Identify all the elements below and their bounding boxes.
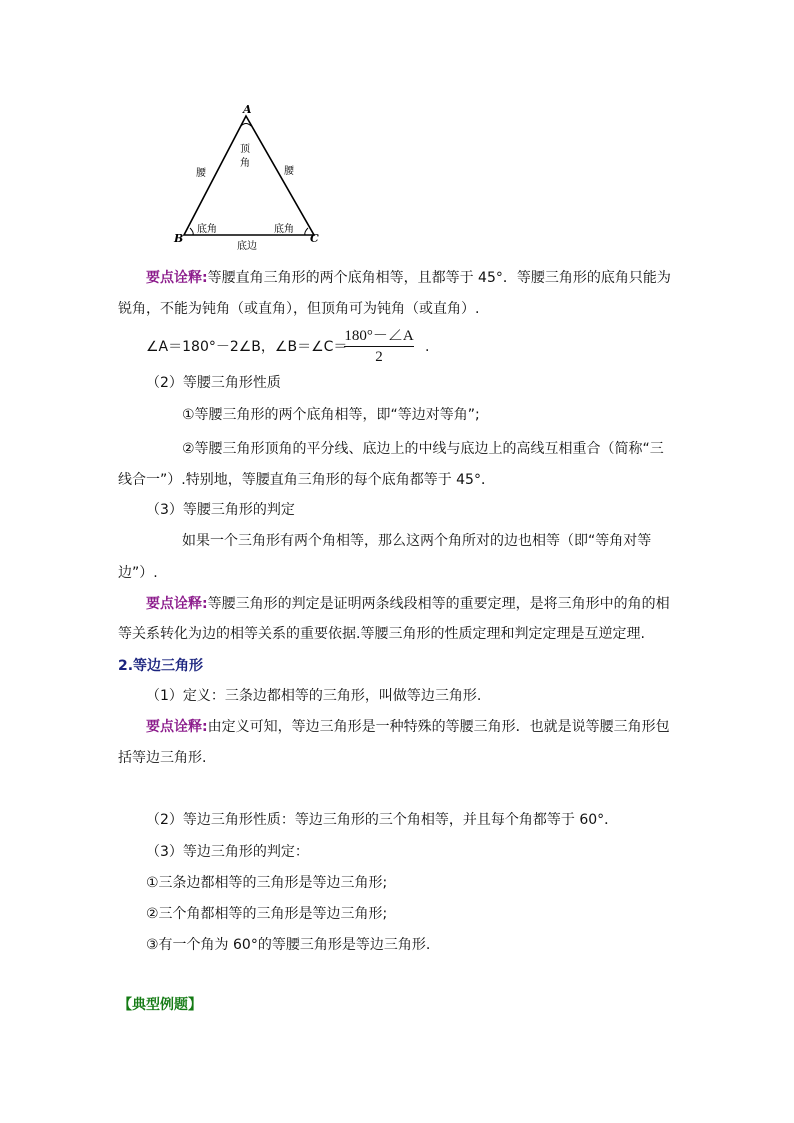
base-label: 底边 <box>237 241 257 252</box>
vertex-c-label: C <box>310 232 319 245</box>
criteria-line1: 如果一个三角形有两个角相等，那么这两个角所对的边也相等（即“等角对等 <box>182 533 652 549</box>
base-angle-left-label: 底角 <box>197 224 217 235</box>
fraction-denominator: 2 <box>375 349 383 365</box>
section2-criteria-3: ③有一个角为 60°的等腰三角形是等边三角形. <box>146 937 431 953</box>
base-angle-arc-right <box>305 228 308 235</box>
note2-line1: 要点诠释:等腰三角形的判定是证明两条线段相等的重要定理，是将三角形中的角的相 <box>146 596 670 612</box>
props-item2-line1: ②等腰三角形顶角的平分线、底边上的中线与底边上的高线互相重合（简称“三 <box>182 441 664 457</box>
section2-criteria-2: ②三个角都相等的三角形是等边三角形; <box>146 906 388 922</box>
examples-heading: 【典型例题】 <box>118 997 202 1013</box>
formula-left: ∠A＝180°－2∠B，∠B＝∠C＝ <box>146 339 348 355</box>
note2-line2: 等关系转化为边的相等关系的重要依据.等腰三角形的性质定理和判定定理是互逆定理. <box>118 626 645 642</box>
note1-line1: 要点诠释:等腰直角三角形的两个底角相等，且都等于 45°．等腰三角形的底角只能为 <box>146 270 671 286</box>
base-angle-right-label: 底角 <box>274 224 294 235</box>
props-heading: （2）等腰三角形性质 <box>146 375 281 391</box>
section2-props: （2）等边三角形性质：等边三角形的三个角相等，并且每个角都等于 60°． <box>146 812 619 828</box>
section2-definition: （1）定义：三条边都相等的三角形，叫做等边三角形. <box>146 688 482 704</box>
formula-end: . <box>425 339 430 355</box>
section2-note-line1: 要点诠释:由定义可知，等边三角形是一种特殊的等腰三角形．也就是说等腰三角形包 <box>146 719 670 735</box>
note2-tag: 要点诠释: <box>146 596 208 612</box>
note1-tag: 要点诠释: <box>146 270 208 286</box>
section2-note-line2: 括等边三角形. <box>118 750 207 766</box>
leg-right-label: 腰 <box>284 166 294 177</box>
vertex-angle-label-2: 角 <box>240 158 250 169</box>
section2-criteria-heading: （3）等边三角形的判定： <box>146 844 309 860</box>
vertex-a-label: A <box>243 103 252 116</box>
vertex-angle-label-1: 顶 <box>240 144 250 155</box>
fraction-numerator: 180°－∠A <box>344 328 414 344</box>
props-item1: ①等腰三角形的两个底角相等，即“等边对等角”; <box>182 407 480 423</box>
formula-fraction <box>344 327 414 366</box>
props-item2-line2: 线合一”）.特别地，等腰直角三角形的每个底角都等于 45°． <box>118 472 495 488</box>
section2-note-tag: 要点诠释: <box>146 719 208 735</box>
section2-criteria-1: ①三条边都相等的三角形是等边三角形; <box>146 875 388 891</box>
criteria-heading: （3）等腰三角形的判定 <box>146 502 295 518</box>
criteria-line2: 边”）. <box>118 565 158 581</box>
base-angle-arc-left <box>190 228 193 235</box>
fraction-bar <box>344 346 414 347</box>
note1-line2: 锐角，不能为钝角（或直角），但顶角可为钝角（或直角）. <box>118 301 480 317</box>
leg-left-label: 腰 <box>196 168 206 179</box>
vertex-b-label: B <box>174 232 184 245</box>
isosceles-triangle-figure <box>170 100 330 255</box>
section2-heading: 2.等边三角形 <box>118 658 204 674</box>
